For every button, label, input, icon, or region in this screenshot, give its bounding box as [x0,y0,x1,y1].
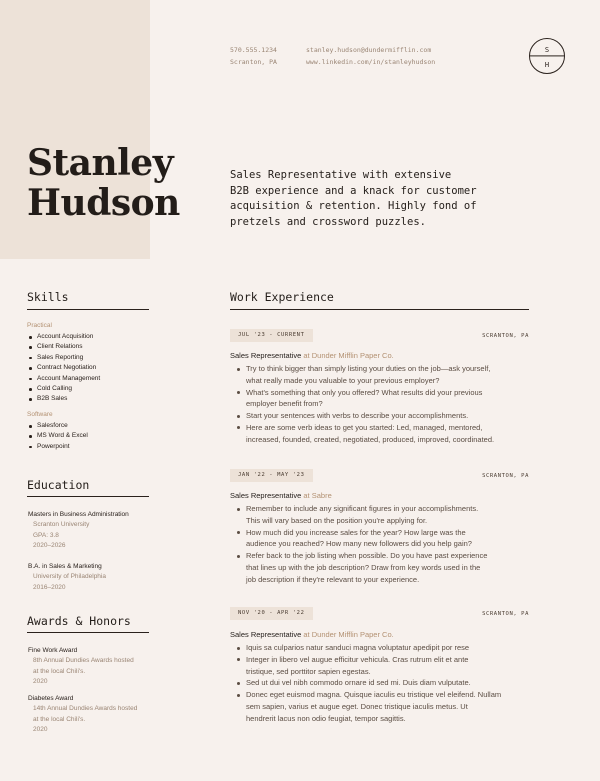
education-detail: 2020–2026 [33,542,66,549]
skills-list-practical [28,332,100,405]
job-title [230,630,394,639]
contact-left [230,44,277,68]
job-bullet [237,527,537,551]
job-bullet [237,410,537,422]
job-bullets [237,503,537,586]
job-bullets [237,363,537,446]
bullet-line: increased, founded, created, negotiated, produced, improved, coordinated. [246,434,495,444]
summary-line: B2B experience and a knack for customer [230,184,477,197]
job-dates: JAN '22 - MAY '23 [230,469,313,482]
awards-heading: Awards & Honors [27,614,131,628]
award-detail: 8th Annual Dundies Awards hosted [33,657,134,664]
summary-line: pretzels and crossword puzzles. [230,215,426,228]
award-detail: at the local Chili's. [33,667,86,675]
award-detail: 14th Annual Dundies Awards hosted [33,705,138,712]
bullet-line: that lines up with the job description? Draw from key words used in the [246,562,481,572]
job-bullet [237,642,537,654]
company: Sabre [311,491,332,500]
job-bullet [237,503,537,527]
education-detail: GPA: 3.8 [33,531,59,539]
bullet-line: Iquis sa culparios natur sanduci magna voluptatur apedipit por rese [246,643,470,652]
education-entry [28,510,129,552]
job-location: SCRANTON, PA [482,611,529,617]
bullet-line: Refer back to the job listing when possible. Do you have past experience [246,551,488,561]
education-detail: Scranton University [33,521,90,528]
skill-item: B2B Sales [28,394,100,404]
skill-item: Account Acquisition [28,332,100,342]
phone[interactable]: 570.555.1234 [230,46,277,54]
skills-group-label: Software [27,411,53,418]
skill-item: Cold Calling [28,384,100,394]
monogram-initial-top: S [544,46,550,54]
degree: Masters in Business Administration [28,511,129,518]
company-at: at [301,351,312,360]
contact-right [306,44,435,68]
role: Sales Representative [230,491,302,500]
summary [230,168,530,230]
job-location: SCRANTON, PA [482,333,529,339]
bullet-line: audience you reached? How many new followers did you help gain? [246,539,472,549]
skill-item: Powerpoint [28,442,88,452]
award-entry [28,694,137,736]
education-detail: 2016–2020 [33,583,66,591]
bullet-line: Remember to include any significant figures in your accomplishments. [246,504,479,513]
company: Dunder Mifflin Paper Co. [311,351,394,360]
bullet-line: job description if they're relevant to your experience. [246,574,420,584]
skill-item: Sales Reporting [28,353,100,363]
last-name: Hudson [27,182,180,224]
bullet-line: What's something that only you offered? What results did your previous [246,387,483,397]
monogram-initial-bottom: H [544,61,550,69]
job-bullet [237,654,537,678]
company-at: at [301,630,312,639]
job-location: SCRANTON, PA [482,473,529,479]
job-bullet [237,363,537,387]
bullet-line: How much did you increase sales for the year? How large was the [246,527,466,537]
bullet-line: hendrerit lacus non odio feugiat, tempor sagittis. [246,713,406,723]
job-bullet [237,689,537,724]
award-name: Diabetes Award [28,695,74,702]
monogram-logo [529,38,565,74]
skill-item: Contract Negotiation [28,363,100,373]
bullet-line: what really made you valuable to your previous employer? [246,375,440,385]
degree: B.A. in Sales & Marketing [28,563,102,570]
bullet-line: Try to think bigger than simply listing your duties on the job—ask yourself, [246,364,491,373]
experience-heading: Work Experience [230,290,334,304]
award-detail: 2020 [33,726,48,733]
bullet-line: Here are some verb ideas to get you started: Led, managed, mentored, [246,422,483,432]
website-link[interactable]: www.linkedin.com/in/stanleyhudson [306,58,436,66]
education-entry [28,562,106,593]
first-name: Stanley [27,142,174,184]
summary-line: acquisition & retention. Highly fond of [230,200,477,212]
job-bullet [237,677,537,689]
job-dates: NOV '20 - APR '22 [230,607,313,620]
job-bullet [237,387,537,411]
award-name: Fine Work Award [28,647,78,654]
job-bullet [237,422,537,446]
award-detail: 2020 [33,678,48,685]
bullet-line: Donec eget euismod magna. Quisque iaculis eu tristique vel eleifend. Nullam [246,690,502,700]
skill-item: MS Word & Excel [28,431,88,441]
bullet-line: tristique, sed porttitor sapien egestas. [246,666,371,676]
email-link[interactable]: stanley.hudson@dundermifflin.com [306,46,432,54]
company: Dunder Mifflin Paper Co. [311,630,394,639]
bullet-line: employer benefit from? [246,399,323,409]
job-title [230,491,332,500]
awards-divider [27,632,149,633]
bullet-line: sem sapien, varius et augue eget. Donec tristique iaculis metus. Ut [246,701,468,711]
skill-item: Account Management [28,374,100,384]
skill-item: Client Relations [28,342,100,352]
location: Scranton, PA [230,58,277,66]
education-divider [27,496,149,497]
skills-heading: Skills [27,290,69,304]
skills-group-label: Practical [27,322,52,329]
skill-item: Salesforce [28,421,88,431]
award-detail: at the local Chili's. [33,715,86,723]
education-heading: Education [27,478,90,492]
job-bullet [237,550,537,585]
skills-divider [27,309,149,310]
bullet-line: This will vary based on the position you're applying for. [246,515,428,525]
job-title [230,351,394,360]
education-detail: University of Philadelphia [33,573,106,580]
bullet-line: Start your sentences with verbs to describe your accomplishments. [246,411,469,421]
bullet-line: Sed ut dui vel nibh commodo ornare id sed mi. Duis diam vulputate. [246,678,471,688]
role: Sales Representative [230,351,302,360]
monogram-divider [530,55,564,56]
job-dates: JUL '23 - CURRENT [230,329,313,342]
skills-list-software [28,421,88,452]
company-at: at [301,491,312,500]
bullet-line: Integer in libero vel augue efficitur vehicula. Cras rutrum elit et ante [246,654,469,664]
experience-divider [230,309,529,310]
job-bullets [237,642,537,725]
role: Sales Representative [230,630,302,639]
candidate-name [27,143,180,223]
summary-line: Sales Representative with extensive [230,169,452,181]
award-entry [28,646,134,688]
